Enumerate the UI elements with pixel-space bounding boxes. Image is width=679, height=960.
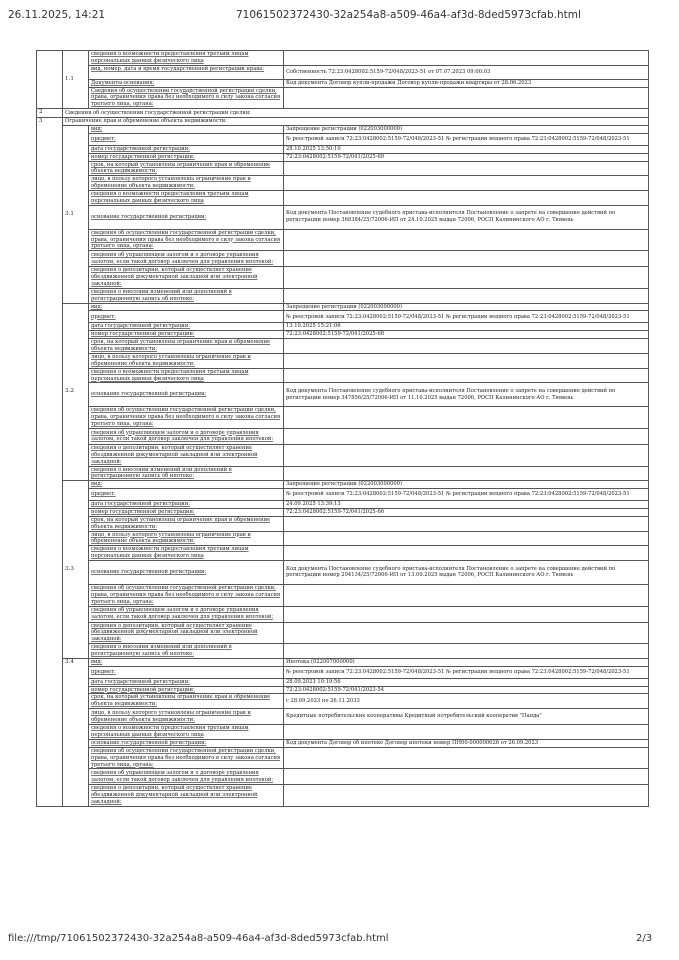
subsection-number: 1.1 — [63, 51, 89, 109]
field-label: сведения об управляющем залогом и о договоре управления залогом, если такой договор заключен для управления ипотекой: — [89, 606, 284, 622]
field-label: сведения о возможности предоставления третьим лицам персональных данных физического лица — [89, 51, 284, 66]
encumbrance-number: 3.2 — [63, 303, 89, 481]
field-value: 72:23:0428002:5159-72/041/2025-68 — [284, 331, 649, 339]
field-value — [284, 785, 649, 807]
field-value: Собственность 72:23:0428002:5159-72/048/2023-51 от 07.07.2023 09:00:03 — [284, 65, 649, 79]
field-label: сведения о возможности предоставления третьим лицам персональных данных физического лица — [89, 368, 284, 383]
field-value — [284, 161, 649, 176]
field-label: предмет: — [89, 489, 284, 501]
field-label: срок, на который установлены ограничение прав и обременение объекта недвижимости: — [89, 161, 284, 176]
field-label: номер государственной регистрации: — [89, 508, 284, 516]
table-row — [37, 666, 649, 678]
field-value: 13.10.2025 15:21:06 — [284, 323, 649, 331]
field-label: лицо, в пользу которого установлены ограничение прав и обременение объекта недвижимости: — [89, 176, 284, 191]
table-row — [37, 644, 649, 659]
table-row — [37, 368, 649, 383]
table-row — [37, 501, 649, 509]
field-label: вид: — [89, 126, 284, 134]
field-value: Кредитные потребительские кооперативы Кредитный потребительский кооператив "Панда" — [284, 709, 649, 725]
field-label: сведения об осуществлении государственной регистрации сделки, права, ограничения права без необходимого в силу закона согласия третьего лица, органа: — [89, 584, 284, 606]
field-value: Код документа Постановление судебного пристава-исполнителя Постановление о запрете на совершение действий по регистрации номер 347856/25/72006-ИП от 11.10.2025 выдан 72006, РОСП Калининского АО г. Тюмень — [284, 383, 649, 407]
field-label: вид: — [89, 303, 284, 311]
field-label: дата государственной регистрации: — [89, 501, 284, 509]
field-label: основание государственной регистрации: — [89, 383, 284, 407]
field-label: сведения о возможности предоставления третьим лицам персональных данных физического лица — [89, 546, 284, 561]
field-value: 72:23:0428002:5159-72/041/2023-54 — [284, 686, 649, 694]
field-label: срок, на который установлены ограничение прав и обременение объекта недвижимости: — [89, 694, 284, 709]
field-label: Сведения об осуществлении государственной регистрации сделки, права, ограничения права без необходимого в силу закона согласия третьего лица, органа: — [89, 87, 284, 109]
field-label: сведения о депозитарии, который осуществляет хранение обездвиженной документарной закладной или электронной закладной: — [89, 267, 284, 289]
table-row — [37, 694, 649, 709]
field-label: сведения об управляющем залогом и о договоре управления залогом, если такой договор заключен для управления ипотекой: — [89, 251, 284, 267]
field-label: основание государственной регистрации: — [89, 205, 284, 229]
table-row — [37, 161, 649, 176]
section-heading: Ограничение прав и обременение объекта недвижимости: — [63, 118, 649, 126]
field-label: сведения об осуществлении государственной регистрации сделки, права, ограничения права без необходимого в силу закона согласия третьего лица, органа: — [89, 407, 284, 429]
table-row — [37, 622, 649, 644]
print-datetime: 26.11.2025, 14:21 — [8, 9, 106, 21]
field-label: дата государственной регистрации: — [89, 678, 284, 686]
table-row — [37, 118, 649, 126]
table-row — [37, 383, 649, 407]
table-row — [37, 87, 649, 109]
table-row — [37, 353, 649, 368]
field-value: Ипотека (022007000000) — [284, 658, 649, 666]
field-value: Код документа Договор об ипотеке Договор ипотеки номер ПН00-000000626 от 26.09.2023 — [284, 739, 649, 747]
table-row — [37, 176, 649, 191]
field-value — [284, 176, 649, 191]
field-value: Запрещение регистрации (022003000000) — [284, 126, 649, 134]
section-number-cell — [37, 51, 63, 109]
field-value — [284, 407, 649, 429]
section-number: 2 — [37, 109, 63, 118]
field-value — [284, 769, 649, 785]
table-row — [37, 251, 649, 267]
field-label: основание государственной регистрации: — [89, 739, 284, 747]
table-row — [37, 709, 649, 725]
field-value — [284, 288, 649, 303]
table-row — [37, 191, 649, 206]
field-label: номер государственной регистрации: — [89, 331, 284, 339]
field-label: сведения о депозитарии, который осуществляет хранение обездвиженной документарной закладной или электронной закладной: — [89, 444, 284, 466]
encumbrance-number: 3.4 — [63, 658, 89, 806]
table-row — [37, 267, 649, 289]
field-label: сведения об осуществлении государственной регистрации сделки, права, ограничения права без необходимого в силу закона согласия третьего лица, органа: — [89, 229, 284, 251]
field-value: 72:23:0428002:5159-72/041/2025-69 — [284, 153, 649, 161]
table-row — [37, 331, 649, 339]
field-label: сведения о возможности предоставления третьим лицам персональных данных физического лица — [89, 725, 284, 740]
print-filename: 71061502372430-32a254a8-a509-46a4-af3d-8ded5973cfab.html — [236, 9, 581, 21]
table-row — [37, 546, 649, 561]
field-value — [284, 191, 649, 206]
field-value: № реестровой записи 72:23:0428002:5159-72/048/2023-51 № регистрации вещного права 72:23:0428002:5159-72/048/2023-51 — [284, 311, 649, 323]
table-row — [37, 145, 649, 153]
table-row — [37, 606, 649, 622]
table-row — [37, 65, 649, 79]
field-label: сведения о депозитарии, который осуществляет хранение обездвиженной документарной закладной или электронной закладной: — [89, 785, 284, 807]
field-value — [284, 229, 649, 251]
table-row — [37, 407, 649, 429]
field-value — [284, 51, 649, 66]
field-value: Запрещение регистрации (022003000000) — [284, 481, 649, 489]
field-value — [284, 531, 649, 546]
field-label: сведения об осуществлении государственной регистрации сделки, права, ограничения права без необходимого в силу закона согласия третьего лица, органа: — [89, 747, 284, 769]
table-row — [37, 126, 649, 134]
field-label: лицо, в пользу которого установлены ограничение прав и обременение объекта недвижимости: — [89, 353, 284, 368]
table-row — [37, 516, 649, 531]
field-label: дата государственной регистрации: — [89, 323, 284, 331]
field-value — [284, 251, 649, 267]
field-label: сведения о возможности предоставления третьим лицам персональных данных физического лица — [89, 191, 284, 206]
field-label: дата государственной регистрации: — [89, 145, 284, 153]
table-row — [37, 51, 649, 66]
table-row — [37, 489, 649, 501]
field-value: 28.10.2025 13:50:10 — [284, 145, 649, 153]
section-heading: Сведения об осуществлении государственной регистрации сделки: — [63, 109, 649, 118]
field-value: № реестровой записи 72:23:0428002:5159-72/048/2023-51 № регистрации вещного права 72:23:0428002:5159-72/048/2023-51 — [284, 489, 649, 501]
field-label: предмет: — [89, 666, 284, 678]
field-value — [284, 747, 649, 769]
print-page-number: 2/3 — [636, 933, 653, 944]
field-value — [284, 353, 649, 368]
field-label: предмет: — [89, 311, 284, 323]
table-row — [37, 508, 649, 516]
table-row — [37, 339, 649, 354]
field-value: с 28.09.2023 по 26.11.2033 — [284, 694, 649, 709]
extract-table — [36, 50, 649, 807]
table-row — [37, 79, 649, 87]
field-label: вид: — [89, 658, 284, 666]
field-value — [284, 546, 649, 561]
field-label: сведения о внесении изменений или дополнений в регистрационную запись об ипотеке: — [89, 466, 284, 481]
field-label: сведения о внесении изменений или дополнений в регистрационную запись об ипотеке: — [89, 644, 284, 659]
table-row — [37, 311, 649, 323]
field-label: предмет: — [89, 133, 284, 145]
table-row — [37, 323, 649, 331]
table-row — [37, 229, 649, 251]
field-value — [284, 87, 649, 109]
section-number: 3 — [37, 118, 63, 807]
field-value — [284, 339, 649, 354]
table-row — [37, 133, 649, 145]
table-row — [37, 747, 649, 769]
field-value — [284, 444, 649, 466]
table-row — [37, 658, 649, 666]
field-label: вид, номер, дата и время государственной регистрации права: — [89, 65, 284, 79]
table-row — [37, 725, 649, 740]
field-value: № реестровой записи 72:23:0428002:5159-72/048/2023-51 № регистрации вещного права 72:23:0428002:5159-72/048/2023-51 — [284, 666, 649, 678]
field-label: номер государственной регистрации: — [89, 153, 284, 161]
table-row — [37, 560, 649, 584]
table-row — [37, 303, 649, 311]
table-row — [37, 288, 649, 303]
table-row — [37, 686, 649, 694]
field-value — [284, 516, 649, 531]
field-value — [284, 606, 649, 622]
field-label: сведения о депозитарии, который осуществляет хранение обездвиженной документарной закладной или электронной закладной: — [89, 622, 284, 644]
field-value: 24.09.2025 13:39:13 — [284, 501, 649, 509]
field-value — [284, 267, 649, 289]
field-value — [284, 644, 649, 659]
table-row — [37, 678, 649, 686]
field-label: сведения об управляющем залогом и о договоре управления залогом, если такой договор заключен для управления ипотекой: — [89, 428, 284, 444]
field-value: Код документа Постановление судебного пристава-исполнителя Постановление о запрете на совершение действий по регистрации номер 294134/25/72006-ИП от 13.09.2025 выдан 72006, РОСП Калининского АО г. Тюмень — [284, 560, 649, 584]
print-file-path: file:///tmp/71061502372430-32a254a8-a509-46a4-af3d-8ded5973cfab.html — [8, 933, 389, 944]
table-row — [37, 769, 649, 785]
table-row — [37, 466, 649, 481]
field-label: вид: — [89, 481, 284, 489]
field-value: Код документа Договор купли-продажи Договор купли-продажи квартиры от 28.06.2023 — [284, 79, 649, 87]
field-label: сведения об управляющем залогом и о договоре управления залогом, если такой договор заключен для управления ипотекой: — [89, 769, 284, 785]
table-row — [37, 531, 649, 546]
table-row — [37, 481, 649, 489]
table-row — [37, 153, 649, 161]
field-label: Документы-основания: — [89, 79, 284, 87]
table-row — [37, 428, 649, 444]
field-label: основание государственной регистрации: — [89, 560, 284, 584]
table-row — [37, 739, 649, 747]
table-row — [37, 205, 649, 229]
field-value — [284, 584, 649, 606]
field-value — [284, 725, 649, 740]
field-value — [284, 368, 649, 383]
encumbrance-number: 3.1 — [63, 126, 89, 304]
table-row — [37, 444, 649, 466]
table-row — [37, 785, 649, 807]
field-label: номер государственной регистрации: — [89, 686, 284, 694]
field-value: № реестровой записи 72:23:0428002:5159-72/048/2023-51 № регистрации вещного права 72:23:0428002:5159-72/048/2023-51 — [284, 133, 649, 145]
field-value: Код документа Постановление судебного пристава-исполнителя Постановление о запрете на совершение действий по регистрации номер 368384/25/72006-ИП от 24.10.2025 выдан 72006, РОСП Калининского АО г. Тюмень — [284, 205, 649, 229]
field-value: Запрещение регистрации (022003000000) — [284, 303, 649, 311]
table-row — [37, 584, 649, 606]
field-label: лицо, в пользу которого установлены ограничение прав и обременение объекта недвижимости: — [89, 709, 284, 725]
field-value — [284, 622, 649, 644]
field-label: срок, на который установлены ограничение прав и обременение объекта недвижимости: — [89, 516, 284, 531]
table-row — [37, 109, 649, 118]
field-label: срок, на который установлены ограничение прав и обременение объекта недвижимости: — [89, 339, 284, 354]
field-value — [284, 428, 649, 444]
encumbrance-number: 3.3 — [63, 481, 89, 659]
field-value: 28.09.2023 10:19:56 — [284, 678, 649, 686]
field-label: лицо, в пользу которого установлены ограничение прав и обременение объекта недвижимости: — [89, 531, 284, 546]
field-value: 72:23:0428002:5159-72/041/2025-66 — [284, 508, 649, 516]
field-value — [284, 466, 649, 481]
field-label: сведения о внесении изменений или дополнений в регистрационную запись об ипотеке: — [89, 288, 284, 303]
extract-document — [36, 50, 648, 807]
